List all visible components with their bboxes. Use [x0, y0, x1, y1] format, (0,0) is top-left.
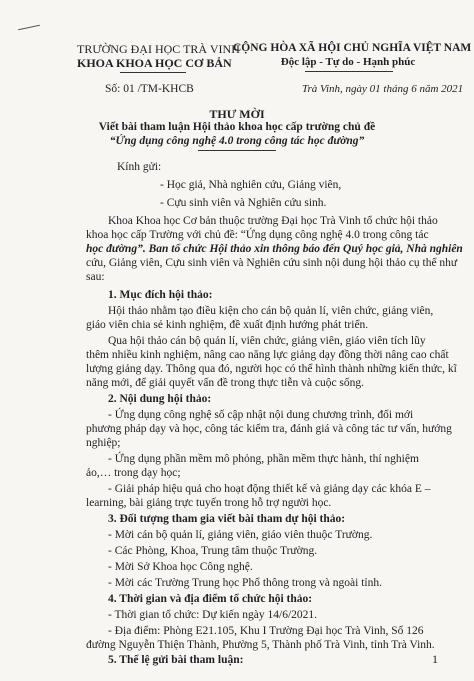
section-1-line: lượng giảng dạy. Thông qua đó, người học có thể hình thành những kiến thức, kĩ: [86, 363, 457, 375]
section-2-line: - Ứng dụng phần mềm mô phỏng, phần mềm thực hành, thí nghiệm: [108, 453, 419, 465]
nation-title: CỘNG HÒA XÃ HỘI CHỦ NGHĨA VIỆT NAM: [233, 42, 472, 54]
page-number: 1: [432, 652, 438, 666]
section-1-line: Qua hội thảo cán bộ quản lí, viên chức, giảng viên, giáo viên tích lũy: [108, 335, 426, 347]
section-4-line: đường Nguyễn Thiện Thành, Phường 5, Thành phố Trà Vinh, tỉnh Trà Vinh.: [86, 639, 435, 651]
intro-line: khoa học cấp Trường với chủ đề: “Ứng dụng công nghệ 4.0 trong công tác: [86, 229, 429, 241]
section-2-line: - Giải pháp hiệu quả cho hoạt động thiết kế và giảng dạy các khóa E –: [108, 483, 431, 495]
section-1-line: giáo viên chia sẻ kinh nghiệm, đề xuất định hướng phát triển.: [86, 319, 369, 331]
recipient-2: - Cựu sinh viên và Nghiên cứu sinh.: [160, 197, 327, 209]
section-3-title: 3. Đối tượng tham gia viết bài tham dự hội thảo:: [108, 513, 346, 525]
org-line2: KHOA KHOA HỌC CƠ BẢN: [77, 56, 232, 70]
title-underline: [198, 150, 276, 151]
org-line1: TRƯỜNG ĐẠI HỌC TRÀ VINH: [77, 42, 240, 56]
section-1-line: Hội thảo nhằm tạo điều kiện cho cán bộ quản lí, viên chức, giảng viên,: [108, 305, 434, 317]
section-3-line: - Các Phòng, Khoa, Trung tâm thuộc Trường.: [108, 545, 318, 557]
intro-line: học đường”. Ban tổ chức Hội thảo xin thông báo đến Quý học giả, Nhà nghiên: [86, 243, 463, 255]
section-3-line: - Mời cán bộ quản lí, giảng viên, giáo viên thuộc Trường.: [108, 529, 373, 541]
section-3-line: - Mời các Trường Trung học Phổ thông trong và ngoài tỉnh.: [108, 577, 382, 589]
section-2-line: nghiệp;: [86, 437, 121, 449]
doc-number: Số: 01 /TM-KHCB: [105, 83, 194, 95]
section-1-title: 1. Mục đích hội thảo:: [108, 289, 213, 301]
section-4-line: - Thời gian tổ chức: Dự kiến ngày 14/6/2021.: [108, 609, 318, 621]
intro-line: sau:: [86, 271, 105, 283]
title-line1: Viết bài tham luận Hội thảo khoa học cấp trường chủ đề: [98, 121, 376, 133]
greeting-label: Kính gửi:: [117, 161, 162, 173]
section-2-line: - Ứng dụng công nghệ số cập nhật nội dung chương trình, đổi mới: [108, 409, 414, 421]
section-2-line: learning, bài giảng trực tuyến trong hỗ trợ người học.: [86, 497, 332, 509]
pen-mark: [18, 25, 40, 31]
section-5-title: 5. Thể lệ gửi bài tham luận:: [108, 654, 244, 666]
section-1-line: thêm nhiều kinh nghiệm, nâng cao năng lực giảng dạy đồng thời nâng cao chất: [86, 349, 449, 361]
doc-heading: THƯ MỜI: [209, 107, 265, 121]
section-3-line: - Mời Sở Khoa học Công nghệ.: [108, 561, 253, 573]
doc-date: Trà Vinh, ngày 01 tháng 6 năm 2021: [302, 83, 464, 95]
intro-line: cứu, Giảng viên, Cựu sinh viên và Nghiên cứu sinh nội dung hội thảo cụ thể như: [86, 257, 458, 269]
org-underline: [120, 72, 186, 73]
motto-underline: [305, 71, 393, 72]
title-line2: “Ứng dụng công nghệ 4.0 trong công tác học đường”: [109, 135, 365, 147]
intro-line: Khoa Khoa học Cơ bản thuộc trường Đại học Trà Vinh tổ chức hội thảo: [108, 215, 438, 227]
section-2-line: phương pháp dạy và học, công tác kiểm tra, đánh giá và công tác tư vấn, hướng: [86, 423, 452, 435]
motto: Độc lập - Tự do - Hạnh phúc: [280, 56, 416, 68]
section-4-line: - Địa điểm: Phòng E21.105, Khu I Trường Đại học Trà Vinh, Số 126: [108, 625, 424, 637]
section-2-line: ảo,… trong dạy học;: [86, 467, 181, 479]
section-2-title: 2. Nội dung hội thảo:: [108, 393, 212, 405]
recipient-1: - Học giả, Nhà nghiên cứu, Giảng viên,: [160, 179, 342, 191]
section-1-line: năng mới, để giải quyết vấn đề trong thực tiễn và cuộc sống.: [86, 377, 365, 389]
section-4-title: 4. Thời gian và địa điểm tổ chức hội thảo:: [108, 593, 313, 605]
